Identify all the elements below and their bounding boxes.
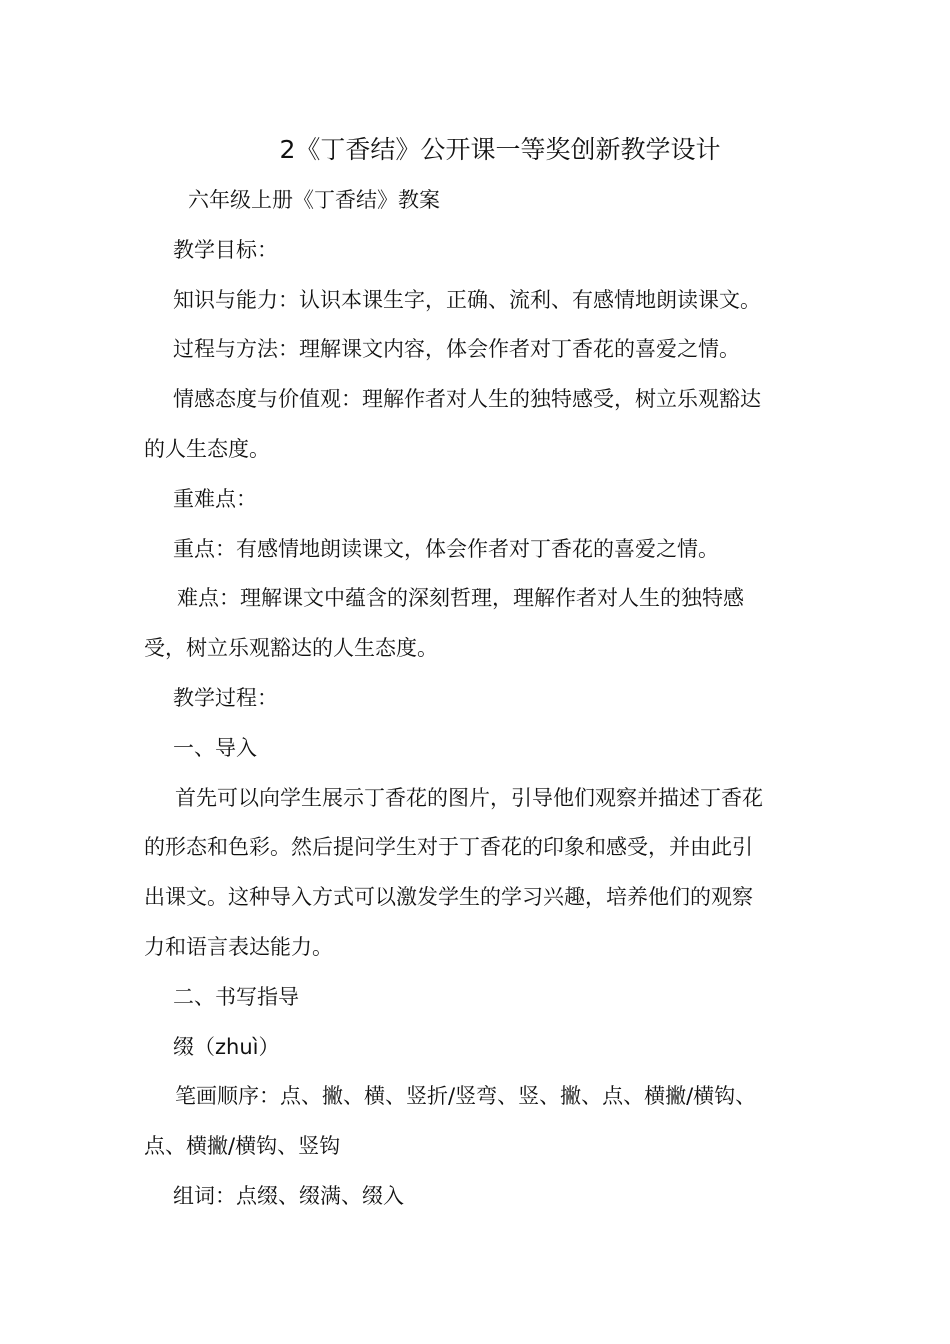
paragraph-line: 力和语言表达能力。	[144, 934, 333, 959]
paragraph-line: 笔画顺序：点、撇、横、竖折/竖弯、竖、撇、点、横撇/横钩、	[175, 1084, 757, 1109]
paragraph-line: 重点：有感情地朗读课文，体会作者对丁香花的喜爱之情。	[173, 536, 719, 561]
section-heading: 重难点：	[173, 486, 257, 511]
subtitle-line: 六年级上册《丁香结》教案	[188, 188, 440, 212]
paragraph-line: 难点：理解课文中蕴含的深刻哲理，理解作者对人生的独特感	[177, 586, 744, 611]
paragraph-line: 点、横撇/横钩、竖钩	[144, 1134, 341, 1159]
paragraph-line: 过程与方法：理解课文内容，体会作者对丁香花的喜爱之情。	[173, 337, 740, 362]
section-heading: 二、书写指导	[173, 984, 299, 1009]
document-body	[144, 176, 809, 1222]
paragraph-line: 出课文。这种导入方式可以激发学生的学习兴趣，培养他们的观察	[144, 885, 753, 910]
paragraph-line: 缀（zhuì）	[173, 1034, 280, 1059]
paragraph-line: 首先可以向学生展示丁香花的图片，引导他们观察并描述丁香花	[175, 785, 763, 810]
paragraph-line: 知识与能力：认识本课生字，正确、流利、有感情地朗读课文。	[173, 287, 761, 312]
paragraph-line: 组词：点缀、缀满、缀入	[173, 1183, 404, 1208]
paragraph-line: 受，树立乐观豁达的人生态度。	[144, 636, 438, 661]
section-heading: 教学过程：	[173, 685, 278, 710]
section-heading: 教学目标：	[173, 237, 278, 262]
document-title: 2《丁香结》公开课一等奖创新教学设计	[279, 135, 721, 164]
paragraph-line: 的形态和色彩。然后提问学生对于丁香花的印象和感受，并由此引	[144, 835, 753, 860]
section-heading: 一、导入	[173, 735, 257, 760]
paragraph-line: 的人生态度。	[144, 436, 270, 461]
paragraph-line: 情感态度与价值观：理解作者对人生的独特感受，树立乐观豁达	[173, 387, 761, 412]
